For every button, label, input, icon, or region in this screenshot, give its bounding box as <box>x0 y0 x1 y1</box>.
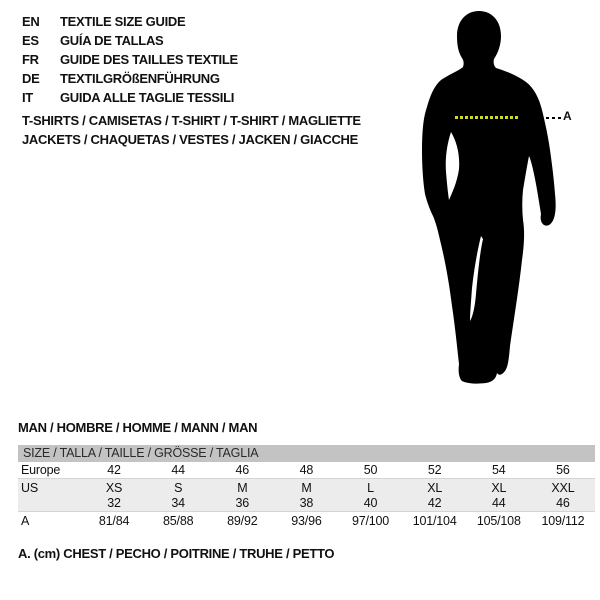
language-label: TEXTILGRÖßENFÜHRUNG <box>60 71 220 86</box>
us-size: M <box>301 480 312 495</box>
us-size-num: 40 <box>363 495 378 510</box>
language-code: DE <box>22 71 40 86</box>
us-size: S <box>174 480 183 495</box>
us-size: M <box>237 480 248 495</box>
language-label: GUÍA DE TALLAS <box>60 33 164 48</box>
language-row <box>22 88 238 107</box>
us-size-num: 36 <box>235 495 250 510</box>
europe-size: 50 <box>363 463 378 477</box>
measure-label-a: A <box>563 109 572 123</box>
chest-cm: 93/96 <box>291 513 322 528</box>
chest-cm: 97/100 <box>352 513 390 528</box>
language-code: EN <box>22 14 40 29</box>
man-silhouette-icon <box>402 8 570 394</box>
language-row <box>22 69 238 88</box>
chest-cm: 109/112 <box>541 513 585 528</box>
chest-cm: 81/84 <box>98 513 130 528</box>
europe-size: 56 <box>556 463 570 477</box>
europe-size: 42 <box>107 463 121 477</box>
category-line-tshirts: T-SHIRTS / CAMISETAS / T-SHIRT / T-SHIRT / MAGLIETTE <box>22 113 361 128</box>
table-row-chest <box>18 512 595 529</box>
chest-measure-line-on-body <box>455 116 518 119</box>
man-silhouette-figure <box>402 8 570 394</box>
row-label-a: A <box>21 513 30 528</box>
europe-size: 46 <box>235 463 250 477</box>
category-line-jackets: JACKETS / CHAQUETAS / VESTES / JACKEN / GIACCHE <box>22 132 358 147</box>
table-row-us-letters <box>18 480 595 495</box>
language-label: GUIDA ALLE TAGLIE TESSILI <box>60 90 235 105</box>
table-row-europe <box>18 462 595 479</box>
table-row-us-numbers <box>18 495 595 510</box>
size-table <box>18 445 595 529</box>
us-size-num: 38 <box>299 495 314 510</box>
europe-size: 52 <box>427 463 442 477</box>
chest-cm: 105/108 <box>476 513 521 528</box>
us-size-num: 34 <box>171 495 185 510</box>
language-code: FR <box>22 52 39 67</box>
section-title-man: MAN / HOMBRE / HOMME / MANN / MAN <box>18 420 258 435</box>
chest-cm: 89/92 <box>227 513 258 528</box>
measurement-footnote: A. (cm) CHEST / PECHO / POITRINE / TRUHE / PETTO <box>18 546 335 561</box>
chest-cm: 85/88 <box>163 513 194 528</box>
us-size: XS <box>105 480 123 495</box>
row-label-us: US <box>21 480 38 495</box>
language-code: IT <box>22 90 33 105</box>
garment-categories <box>22 111 361 149</box>
us-size-num: 42 <box>427 495 442 510</box>
us-size-num: 32 <box>107 495 121 510</box>
language-row <box>22 50 238 69</box>
us-size: XL <box>491 480 507 495</box>
us-size-num: 46 <box>556 495 570 510</box>
language-row <box>22 31 238 50</box>
europe-size: 44 <box>171 463 185 477</box>
chest-cm: 101/104 <box>412 513 457 528</box>
us-size: XL <box>427 480 443 495</box>
language-list <box>22 12 238 107</box>
europe-size: 48 <box>299 463 314 477</box>
table-row-us-block <box>18 479 595 512</box>
size-table-header: SIZE / TALLA / TAILLE / GRÖSSE / TAGLIA <box>18 445 595 462</box>
chest-measure-line-outside <box>546 117 561 119</box>
us-size: L <box>367 480 374 495</box>
row-label-europe: Europe <box>21 463 61 477</box>
language-label: TEXTILE SIZE GUIDE <box>60 14 186 29</box>
europe-size: 54 <box>492 463 506 477</box>
language-label: GUIDE DES TAILLES TEXTILE <box>60 52 238 67</box>
us-size-num: 44 <box>492 495 506 510</box>
language-code: ES <box>22 33 39 48</box>
language-row <box>22 12 238 31</box>
us-size: XXL <box>551 480 575 495</box>
